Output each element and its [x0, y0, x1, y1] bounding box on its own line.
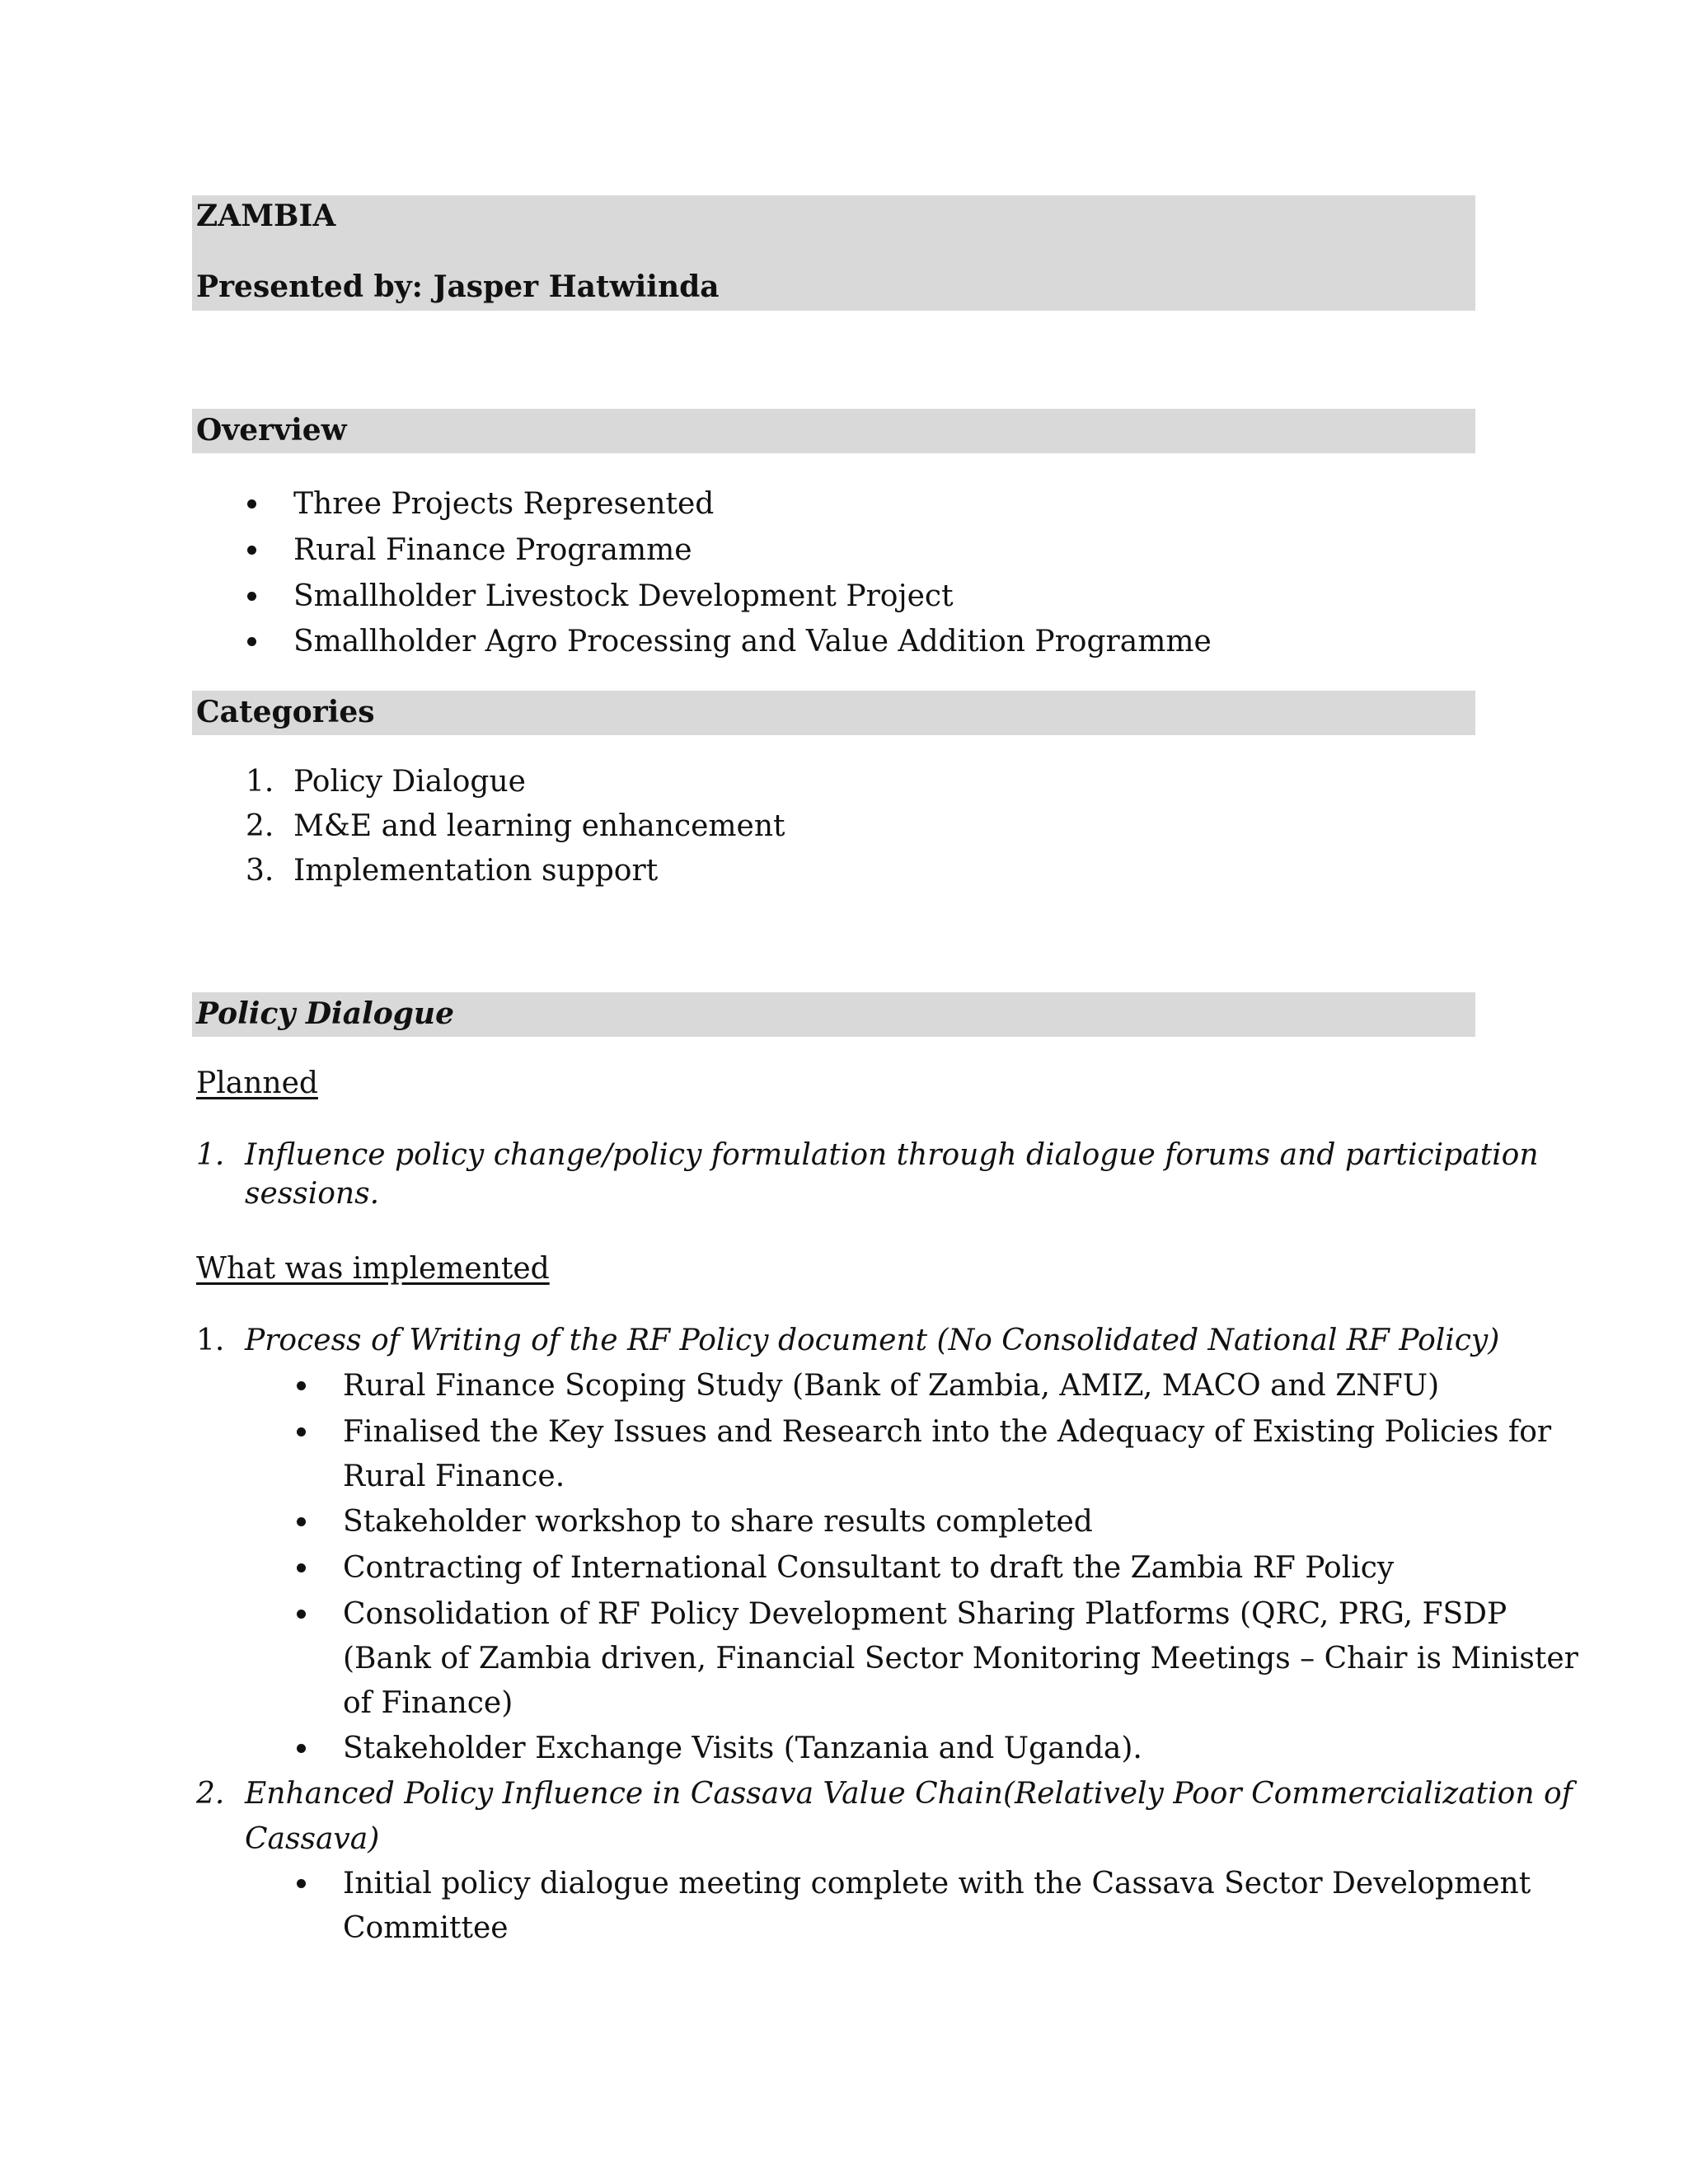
bullet-icon [297, 1381, 306, 1390]
overview-item: Smallholder Livestock Development Project [293, 579, 954, 613]
categories-heading: Categories [196, 695, 375, 729]
bullet-icon [297, 1427, 306, 1436]
bullet-icon [297, 1744, 306, 1753]
category-item: Policy Dialogue [293, 765, 526, 799]
planned-item-line: Influence policy change/policy formulation through dialogue forums and participation [245, 1138, 1539, 1172]
overview-item: Three Projects Represented [293, 487, 715, 521]
implemented-bullet-line: Rural Finance Scoping Study (Bank of Zambia, AMIZ, MACO and ZNFU) [343, 1369, 1440, 1403]
bullet-icon [297, 1610, 306, 1619]
bullet-icon [297, 1879, 306, 1888]
bullet-icon [247, 546, 256, 555]
implemented-bullet-line: Rural Finance. [343, 1460, 565, 1493]
implemented-bullet-line: Consolidation of RF Policy Development Sharing Platforms (QRC, PRG, FSDP [343, 1597, 1507, 1631]
implemented-bullet-line: Contracting of International Consultant to draft the Zambia RF Policy [343, 1551, 1395, 1585]
presenter-line: Presented by: Jasper Hatwiinda [196, 269, 720, 304]
implemented-number: 2. [196, 1777, 225, 1811]
overview-item: Smallholder Agro Processing and Value Addition Programme [293, 625, 1212, 658]
implemented-bullet-line: Finalised the Key Issues and Research into the Adequacy of Existing Policies for [343, 1415, 1552, 1449]
overview-heading-shade [192, 409, 1475, 453]
planned-number: 1. [196, 1138, 225, 1172]
planned-label: Planned [196, 1066, 318, 1100]
implemented-bullet-line: Committee [343, 1911, 509, 1945]
category-number: 3. [246, 854, 274, 888]
bullet-icon [297, 1517, 306, 1526]
implemented-bullet-line: (Bank of Zambia driven, Financial Sector Monitoring Meetings – Chair is Minister [343, 1642, 1578, 1675]
bullet-icon [247, 592, 256, 601]
implemented-bullet-line: of Finance) [343, 1686, 513, 1720]
categories-heading-shade [192, 691, 1475, 735]
implemented-title: Enhanced Policy Influence in Cassava Value Chain(Relatively Poor Commercialization of [245, 1777, 1573, 1811]
implemented-bullet-line: Stakeholder workshop to share results completed [343, 1505, 1093, 1539]
category-number: 1. [246, 765, 274, 799]
bullet-icon [247, 637, 256, 646]
implemented-title: Process of Writing of the RF Policy document (No Consolidated National RF Policy) [245, 1324, 1500, 1357]
category-number: 2. [246, 809, 274, 843]
policy-dialogue-heading: Policy Dialogue [196, 996, 454, 1031]
category-item: Implementation support [293, 854, 659, 888]
planned-item-line: sessions. [245, 1177, 380, 1211]
overview-heading: Overview [196, 413, 347, 448]
country-title: ZAMBIA [196, 199, 336, 233]
overview-item: Rural Finance Programme [293, 533, 692, 567]
implemented-number: 1. [196, 1324, 225, 1357]
bullet-icon [297, 1563, 306, 1572]
category-item: M&E and learning enhancement [293, 809, 785, 843]
bullet-icon [247, 499, 256, 509]
implemented-bullet-line: Initial policy dialogue meeting complete with the Cassava Sector Development [343, 1867, 1531, 1900]
implemented-label: What was implemented [196, 1252, 550, 1286]
implemented-title: Cassava) [245, 1822, 380, 1856]
implemented-bullet-line: Stakeholder Exchange Visits (Tanzania and Uganda). [343, 1732, 1142, 1765]
